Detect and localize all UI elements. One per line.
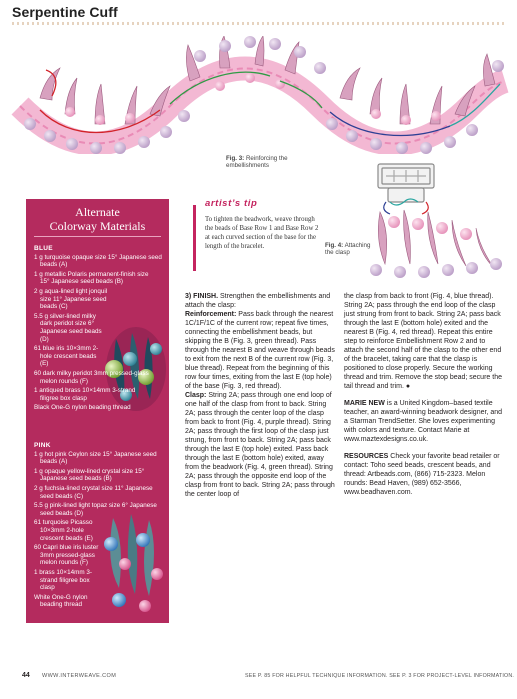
clasp-continued-paragraph: the clasp from back to front (Fig. 4, blue thread). String 2A; pass through the end loop of the clasp just strung from front to back. String 2A; pass back through the last E (bottom hole) exited and the nearest B (Fig. 4, red thread). Repeat this entire step to reinforce Embellishment Row 2 and to attach the second half of the clasp to the other end of the bracelet, taking care that the clasp is positioned to close properly. Secure the working thread and trim. Remove the stop bead; secure the tail thread and trim. ●	[344, 293, 502, 390]
pink-item: White One-G nylon beading thread	[34, 593, 88, 609]
instructions-column-middle	[185, 292, 338, 499]
fig4-text: Attaching the clasp	[325, 242, 371, 257]
resources-lead: RESOURCES	[344, 453, 389, 460]
reinforcement-paragraph	[185, 310, 338, 391]
pink-item: 61 turquoise Picasso 10×3mm 2-hole crescent beads (E)	[34, 519, 93, 542]
footer-note: SEE P. 85 FOR HELPFUL TECHNIQUE INFORMATION. SEE P. 3 FOR PROJECT-LEVEL INFORMATION.	[245, 673, 515, 679]
blue-item: 1 g metallic Polaris permanent-finish size 15° Japanese seed beads (B)	[34, 270, 149, 286]
clasp-paragraph	[185, 391, 338, 499]
reinforcement-lead: Reinforcement:	[185, 311, 237, 318]
bio-paragraph	[344, 399, 504, 444]
pink-item: 1 g opaque yellow-lined crystal size 15° Japanese seed beads (B)	[34, 467, 145, 483]
artist-tip-box	[193, 198, 319, 271]
blue-heading: BLUE	[34, 245, 53, 252]
header-dotted-rule	[12, 22, 506, 25]
sidebar-title-line2: Colorway Materials	[49, 219, 146, 233]
finish-text: Strengthen the embellishments and attach the clasp:	[185, 293, 331, 309]
finish-lead: 3) FINISH.	[185, 293, 219, 300]
clasp-box	[378, 164, 434, 202]
pink-item: 2 g fuchsia-lined crystal size 11° Japanese seed beads (C)	[34, 484, 153, 500]
clasp-lead: Clasp:	[185, 392, 207, 399]
alternate-colorway-sidebar	[26, 199, 169, 623]
blue-item: 61 blue iris 10×3mm 2-hole crescent beads (E)	[34, 345, 99, 368]
fig4-beads	[370, 210, 502, 278]
blue-item: 60 dark milky peridot 3mm pressed-glass melon rounds (F)	[34, 369, 149, 385]
blue-item: 1 g turquoise opaque size 15° Japanese seed beads (A)	[34, 253, 162, 269]
pink-colorway-list	[34, 442, 168, 611]
page-title: Serpentine Cuff	[12, 4, 118, 20]
instructions-column-right	[344, 292, 504, 497]
fig3-label: Fig. 3:	[226, 155, 245, 162]
pink-heading: PINK	[34, 442, 51, 449]
pink-item: 1 g hot pink Ceylon size 15° Japanese seed beads (A)	[34, 450, 157, 466]
fig4-caption	[325, 242, 375, 257]
blue-item: Black One-G nylon beading thread	[34, 404, 131, 412]
fig3-illustration	[10, 36, 510, 154]
resources-text: Check your favorite bead retailer or contact: Toho seed beads, crescent beads, and thread: Artbeads.com, (866) 715-2323. Melon rounds: Bead Haven, (989) 652-3566, www.beadhaven.com.	[344, 453, 500, 496]
sidebar-rule	[34, 236, 161, 237]
bio-text: is a United Kingdom–based textile teacher, an award-winning beadwork designer, and a Starman TrendSetter. She loves experimenting with colors and texture. Contact Marie at www.maztexdesigns.co.uk.	[344, 400, 502, 443]
artist-tip-heading: artist’s tip	[205, 198, 258, 209]
reinforcement-text: Pass back through the nearest 1C/1F/1C of the current row; repeat five times, connecting the embellishment beads, but skipping the B (Fig. 3, green thread). Pass through the nearest B and weave through beads to exit from the next B of the current row (Fig. 3, blue thread). Repeat from the beginning of this row four times, exiting from the last E (top hole) of the base (Fig. 3, red thread).	[185, 311, 335, 390]
fig4-illustration	[320, 162, 504, 278]
resources-paragraph	[344, 452, 504, 497]
pink-item: 60 Capri blue iris luster 3mm pressed-glass melon rounds (F)	[34, 544, 99, 567]
sidebar-title-line1: Alternate	[75, 205, 120, 219]
blue-item: 2 g aqua-lined light jonquil size 11° Japanese seed beads (C)	[34, 287, 108, 311]
artist-tip-body: To tighten the beadwork, weave through the beads of Base Row 1 and Base Row 2 at each curved section of the base for the length of the bracelet.	[205, 216, 319, 250]
finish-paragraph	[185, 292, 338, 310]
fig4-label: Fig. 4:	[325, 242, 344, 249]
blue-item: 5.5 g silver-lined milky dark peridot size 6° Japanese seed beads (D)	[34, 312, 102, 343]
page-number: 44	[22, 672, 30, 679]
fig3-caption	[226, 155, 316, 170]
footer-url: WWW.INTERWEAVE.COM	[42, 673, 117, 679]
clasp-text: String 2A; pass through one end loop of one half of the clasp from front to back. String 2A; pass through the center loop of the clasp from back to front (Fig. 4, purple thread). String 2A; pass through the first loop of the clasp just strung, from front to back. String 2A; pass back through the last E (top hole) exited. Pass back through the last E (bottom hole) exited, away from the beadwork (Fig. 4, green thread). String 2A; pass through the opposite end loop of the clasp from front to back. String 2A; pass through the center loop of	[185, 392, 335, 498]
pink-item: 1 brass 10×14mm 3-strand filigree box clasp	[34, 568, 92, 592]
pink-item: 5.5 g pink-lined light topaz size 6° Japanese seed beads (D)	[34, 502, 157, 517]
bio-lead: MARIE NEW	[344, 400, 385, 407]
sidebar-title	[26, 205, 169, 233]
blue-colorway-list	[34, 245, 168, 414]
fig3-text: Reinforcing the embellishments	[226, 155, 288, 170]
blue-item: 1 antiqued brass 10×14mm 3-strand filigree box clasp	[34, 387, 136, 402]
